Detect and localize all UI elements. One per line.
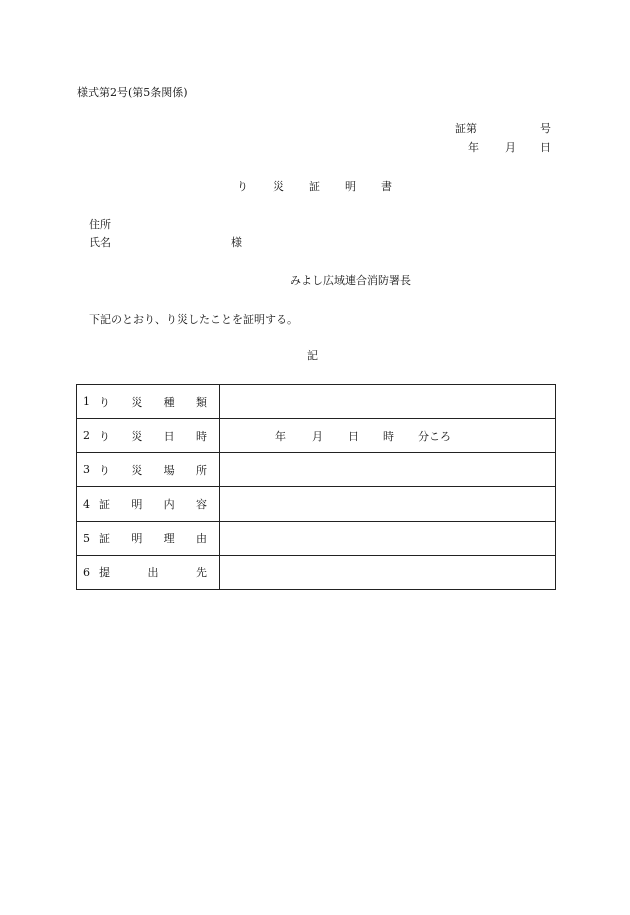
table-row	[77, 419, 556, 453]
label-char: 明	[131, 532, 143, 546]
row-label	[77, 419, 220, 453]
disaster-datetime-value[interactable]	[220, 419, 556, 453]
row-label	[77, 555, 220, 589]
certification-statement: 下記のとおり、り災したことを証明する。	[89, 313, 298, 326]
datetime-month-label: 月	[312, 429, 323, 443]
label-char: 明	[131, 498, 143, 512]
title-char: 災	[273, 180, 284, 193]
disaster-location-value[interactable]	[220, 453, 556, 487]
date-day-label: 日	[540, 141, 551, 154]
title-char: 書	[381, 180, 392, 193]
label-char: 類	[195, 395, 207, 409]
label-char: 出	[147, 566, 159, 580]
row-label	[77, 521, 220, 555]
name-label: 氏名	[89, 236, 111, 249]
disaster-type-value[interactable]	[220, 385, 556, 419]
label-char: 理	[163, 532, 175, 546]
label-char: り	[99, 429, 110, 443]
note-heading: 記	[307, 349, 318, 362]
table-row	[77, 385, 556, 419]
row-number: 4	[83, 497, 90, 511]
row-label	[77, 385, 220, 419]
certificate-table	[76, 384, 556, 590]
label-char: 所	[195, 463, 207, 477]
row-label	[77, 487, 220, 521]
label-char: 種	[163, 395, 175, 409]
row-number: 6	[83, 565, 90, 579]
datetime-year-label: 年	[275, 429, 286, 443]
label-char: 時	[195, 429, 207, 443]
table-row	[77, 521, 556, 555]
title-char: 証	[309, 180, 320, 193]
title-char: り	[237, 180, 248, 193]
issuer-title: みよし広域連合消防署長	[290, 274, 411, 287]
form-id: 様式第2号(第5条関係)	[77, 86, 188, 99]
table-row	[77, 453, 556, 487]
datetime-hour-label: 時	[383, 429, 394, 443]
label-char: 由	[195, 532, 207, 546]
title-char: 明	[345, 180, 356, 193]
label-char: 災	[131, 395, 143, 409]
label-char: 災	[131, 463, 143, 477]
address-label: 住所	[89, 218, 111, 231]
row-label	[77, 453, 220, 487]
label-char: り	[99, 395, 110, 409]
certification-content-value[interactable]	[220, 487, 556, 521]
row-number: 3	[83, 463, 90, 477]
row-number: 5	[83, 531, 90, 545]
label-char: 提	[99, 566, 110, 580]
label-char: 証	[99, 498, 110, 512]
table-row	[77, 555, 556, 589]
label-char: 場	[163, 463, 175, 477]
label-char: 日	[163, 429, 175, 443]
certificate-number-prefix: 証第	[455, 122, 477, 135]
label-char: 災	[131, 429, 143, 443]
datetime-day-label: 日	[348, 429, 359, 443]
label-char: 証	[99, 532, 110, 546]
date-month-label: 月	[505, 141, 516, 154]
label-char: 先	[196, 566, 207, 580]
row-number: 2	[83, 429, 90, 443]
date-year-label: 年	[468, 141, 479, 154]
label-char: り	[99, 463, 110, 477]
submission-destination-value[interactable]	[220, 555, 556, 589]
label-char: 内	[163, 498, 175, 512]
label-char: 容	[195, 498, 207, 512]
honorific: 様	[231, 236, 242, 249]
row-number: 1	[83, 395, 90, 409]
certificate-number-suffix: 号	[540, 122, 551, 135]
table-row	[77, 487, 556, 521]
datetime-minute-label: 分ころ	[418, 429, 451, 443]
certification-reason-value[interactable]	[220, 521, 556, 555]
